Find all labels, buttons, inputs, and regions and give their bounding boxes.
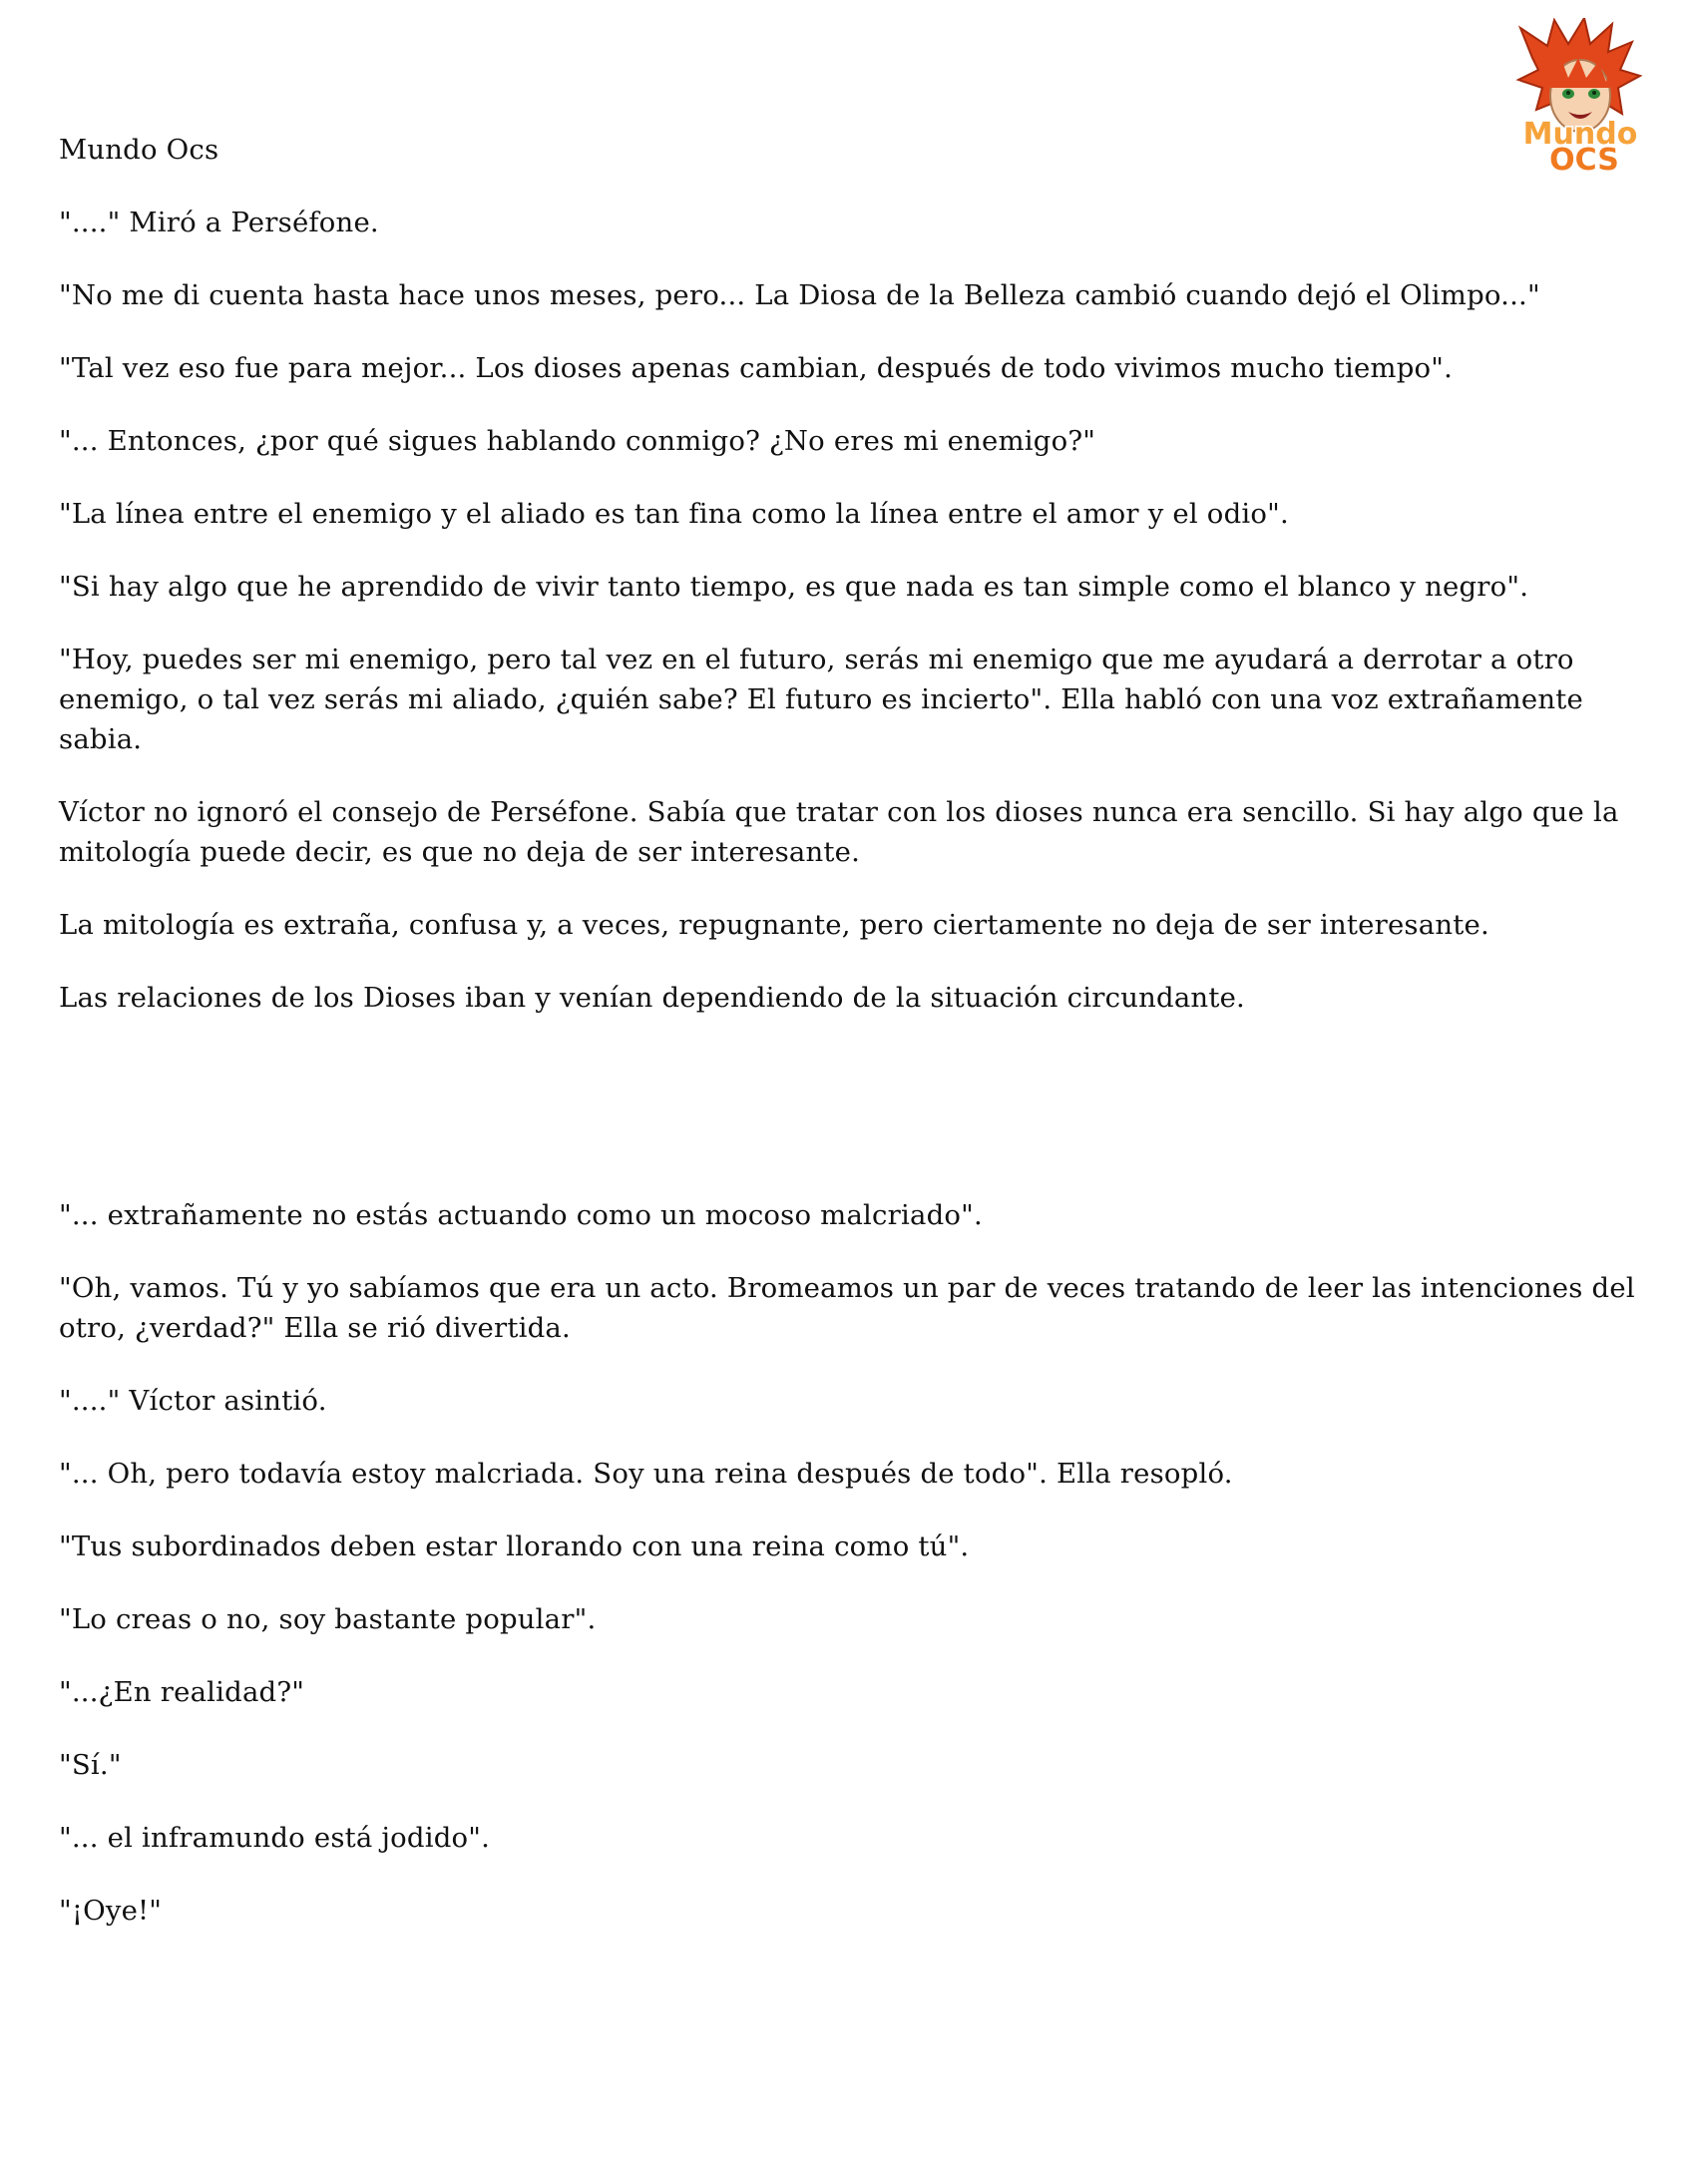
logo-text-line1: Mundo: [1522, 117, 1638, 152]
paragraph: "... Oh, pero todavía estoy malcriada. Soy una reina después de todo". Ella resopló.: [59, 1458, 1233, 1490]
paragraph: "...¿En realidad?": [59, 1676, 305, 1708]
paragraph: "Lo creas o no, soy bastante popular".: [59, 1603, 597, 1635]
paragraph: Las relaciones de los Dioses iban y venían dependiendo de la situación circundante.: [59, 982, 1245, 1014]
paragraph: "... extrañamente no estás actuando como un mocoso malcriado".: [59, 1199, 983, 1231]
paragraph: "Oh, vamos. Tú y yo sabíamos que era un acto. Bromeamos un par de veces tratando de leer las intenciones del otro, ¿verdad?" Ella se rió divertida.: [59, 1272, 1635, 1344]
paragraph: "Si hay algo que he aprendido de vivir tanto tiempo, es que nada es tan simple como el blanco y negro".: [59, 571, 1529, 603]
section-break: [59, 1051, 1635, 1195]
paragraph: "Sí.": [59, 1749, 122, 1781]
paragraph: "Tus subordinados deben estar llorando con una reina como tú".: [59, 1530, 970, 1562]
page-title: Mundo Ocs: [59, 134, 219, 166]
paragraph: La mitología es extraña, confusa y, a veces, repugnante, pero ciertamente no deja de ser interesante.: [59, 909, 1489, 941]
paragraph: "No me di cuenta hasta hace unos meses, pero... La Diosa de la Belleza cambió cuando dejó el Olimpo...": [59, 279, 1540, 311]
paragraph: "...." Miró a Perséfone.: [59, 207, 379, 238]
paragraph: "...." Víctor asintió.: [59, 1385, 327, 1417]
paragraph: "¡Oye!": [59, 1895, 163, 1927]
logo-text-line2: OCS: [1549, 143, 1619, 178]
paragraph: "... Entonces, ¿por qué sigues hablando conmigo? ¿No eres mi enemigo?": [59, 425, 1096, 457]
paragraph: Víctor no ignoró el consejo de Perséfone. Sabía que tratar con los dioses nunca era sencillo. Si hay algo que la mitología puede decir, es que no deja de ser interesante.: [59, 796, 1619, 868]
paragraph: "... el inframundo está jodido".: [59, 1822, 491, 1854]
document-body: [59, 130, 1635, 1964]
paragraph: "Hoy, puedes ser mi enemigo, pero tal vez en el futuro, serás mi enemigo que me ayudará a derrotar a otro enemigo, o tal vez serás mi aliado, ¿quién sabe? El futuro es incierto". Ella habló con una voz extrañamente sabia.: [59, 644, 1584, 755]
paragraph: "Tal vez eso fue para mejor... Los dioses apenas cambian, después de todo vivimos mucho tiempo".: [59, 352, 1454, 384]
paragraph: "La línea entre el enemigo y el aliado es tan fina como la línea entre el amor y el odio".: [59, 498, 1289, 530]
